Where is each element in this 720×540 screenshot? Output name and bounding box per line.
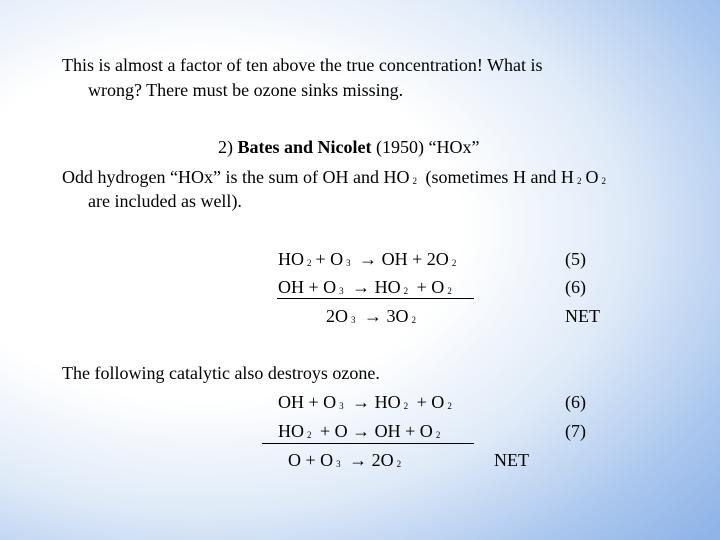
subscript: 2 bbox=[576, 176, 582, 186]
subscript: 2 bbox=[403, 401, 409, 411]
section-number: 2) bbox=[218, 137, 238, 157]
reaction-text: → HO bbox=[352, 392, 401, 412]
net-label-1: NET bbox=[565, 306, 600, 326]
definition-line-2: are included as well). bbox=[88, 191, 242, 211]
reaction-text: 2O bbox=[326, 306, 348, 326]
definition-text-b: (sometimes H and H bbox=[420, 167, 574, 187]
sum-rule bbox=[277, 298, 474, 299]
intro-line-1: This is almost a factor of ten above the true concentration! What is bbox=[62, 55, 543, 75]
reaction-number-6: (6) bbox=[565, 277, 586, 297]
subscript: 2 bbox=[447, 286, 452, 296]
reaction-text: + O bbox=[416, 392, 445, 412]
subscript: 2 bbox=[411, 315, 416, 325]
reaction-text: + O bbox=[416, 277, 445, 297]
reaction-number-5: (5) bbox=[565, 249, 586, 269]
section-year: (1950) bbox=[371, 137, 429, 157]
net-reaction-1 bbox=[326, 305, 420, 331]
reaction-6b bbox=[278, 391, 456, 417]
reaction-text: → HO bbox=[352, 277, 401, 297]
subscript: 2 bbox=[435, 430, 441, 440]
reaction-text: O + O bbox=[288, 450, 334, 470]
net-label-2: NET bbox=[494, 450, 529, 470]
reaction-text: → 3O bbox=[364, 306, 409, 326]
subscript: 2 bbox=[412, 176, 417, 186]
intro-line-2: wrong? There must be ozone sinks missing. bbox=[88, 80, 404, 100]
subscript: 2 bbox=[451, 258, 457, 268]
reaction-text: → OH + 2O bbox=[359, 249, 449, 269]
reaction-5 bbox=[278, 248, 460, 274]
sum-rule-2 bbox=[262, 443, 474, 444]
subscript: 3 bbox=[336, 459, 341, 469]
reaction-number-7: (7) bbox=[565, 421, 586, 441]
section-authors: Bates and Nicolet bbox=[237, 137, 372, 157]
reaction-text: HO bbox=[278, 421, 304, 441]
reaction-text: → 2O bbox=[349, 450, 394, 470]
subscript: 3 bbox=[351, 315, 356, 325]
definition-text-c: O bbox=[585, 167, 599, 187]
subscript: 2 bbox=[447, 401, 452, 411]
net-reaction-2 bbox=[288, 449, 405, 475]
section-heading bbox=[218, 136, 479, 158]
subscript: 2 bbox=[307, 258, 312, 268]
subscript: 2 bbox=[403, 286, 409, 296]
reaction-text: HO bbox=[278, 249, 304, 269]
reaction-number-6b: (6) bbox=[565, 392, 586, 412]
subscript: 2 bbox=[396, 459, 402, 469]
catalytic-intro: The following catalytic also destroys ozone. bbox=[62, 363, 380, 383]
subscript: 3 bbox=[346, 258, 351, 268]
reaction-text: OH + O bbox=[278, 392, 337, 412]
section-term: “HOx” bbox=[428, 137, 480, 157]
subscript: 2 bbox=[307, 430, 312, 440]
subscript: 2 bbox=[601, 176, 606, 186]
subscript: 3 bbox=[339, 286, 344, 296]
subscript: 3 bbox=[339, 401, 344, 411]
reaction-text: OH + O bbox=[278, 277, 337, 297]
reaction-text: + O bbox=[315, 249, 344, 269]
definition-text-a: Odd hydrogen “HOx” is the sum of OH and HO bbox=[62, 167, 410, 187]
reaction-text: + O → OH + O bbox=[320, 421, 433, 441]
definition-line-1 bbox=[62, 166, 610, 192]
